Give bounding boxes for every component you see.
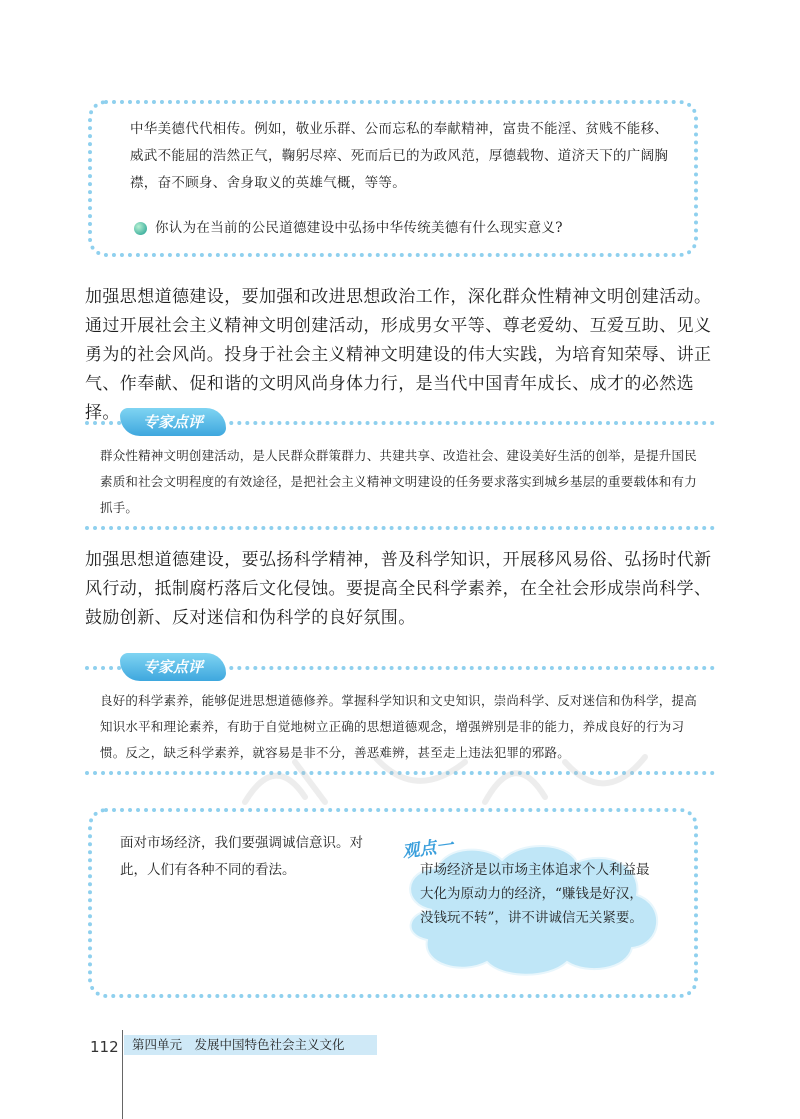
- expert-comment-tag: 专家点评: [120, 653, 226, 681]
- viewpoint-title: 观点一: [401, 835, 455, 863]
- expert-comment-text: 良好的科学素养，能够促进思想道德修养。掌握科学知识和文史知识，崇尚科学、反对迷信和伪科学，提高知识水平和理论素养，有助于自觉地树立正确的思想道德观念，增强辨别是非的能力，养成良好的行为习惯。反之，缺乏科学素养，就容易是非不分，善恶难辨，甚至走上违法犯罪的邪路。: [100, 693, 697, 760]
- page-number: 112: [90, 1038, 119, 1056]
- paragraph-science: 加强思想道德建设，要弘扬科学精神，普及科学知识，开展移风易俗、弘扬时代新风行动，抵制腐朽落后文化侵蚀。要提高全民科学素养，在全社会形成崇尚科学、鼓励创新、反对迷信和伪科学的良好氛围。: [85, 550, 712, 628]
- dotted-divider: [85, 526, 715, 530]
- expert-comment-tag: 专家点评: [120, 408, 226, 436]
- viewpoint-text: 市场经济是以市场主体追求个人利益最大化为原动力的经济，“赚钱是好汉，没钱玩不转”，讲不讲诚信无关紧要。: [420, 862, 650, 926]
- question-bullet-icon: [134, 222, 147, 235]
- unit-title: 第四单元 发展中国特色社会主义文化: [124, 1035, 377, 1055]
- expert-comment-text: 群众性精神文明创建活动，是人民群众群策群力、共建共享、改造社会、建设美好生活的创举，是提升国民素质和社会文明程度的有效途径，是把社会主义精神文明建设的任务要求落实到城乡基层的重要载体和有力抓手。: [100, 448, 697, 515]
- watermark-decoration: [235, 742, 655, 812]
- question-text: 你认为在当前的公民道德建设中弘扬中华传统美德有什么现实意义?: [155, 220, 563, 236]
- virtues-text: 中华美德代代相传。例如，敬业乐群、公而忘私的奉献精神，富贵不能淫、贫贱不能移、威武不能屈的浩然正气，鞠躬尽瘁、死而后已的为政风范，厚德载物、道济天下的广阔胸襟，奋不顾身、舍身取义的英雄气概，等等。: [130, 121, 669, 191]
- question-line: [134, 215, 674, 242]
- expert-comment-header: [85, 412, 715, 434]
- paragraph-civilization: 加强思想道德建设，要加强和改进思想政治工作，深化群众性精神文明创建活动。通过开展社会主义精神文明创建活动，形成男女平等、尊老爱幼、互爱互助、见义勇为的社会风尚。投身于社会主义精神文明建设的伟大实践，为培育知荣辱、讲正气、作奉献、促和谐的文明风尚身体力行，是当代中国青年成长、成才的必然选择。: [85, 287, 712, 423]
- footer-rule: [122, 1030, 123, 1119]
- integrity-intro: 面对市场经济，我们要强调诚信意识。对此，人们有各种不同的看法。: [120, 835, 363, 878]
- expert-comment-header: [85, 657, 715, 679]
